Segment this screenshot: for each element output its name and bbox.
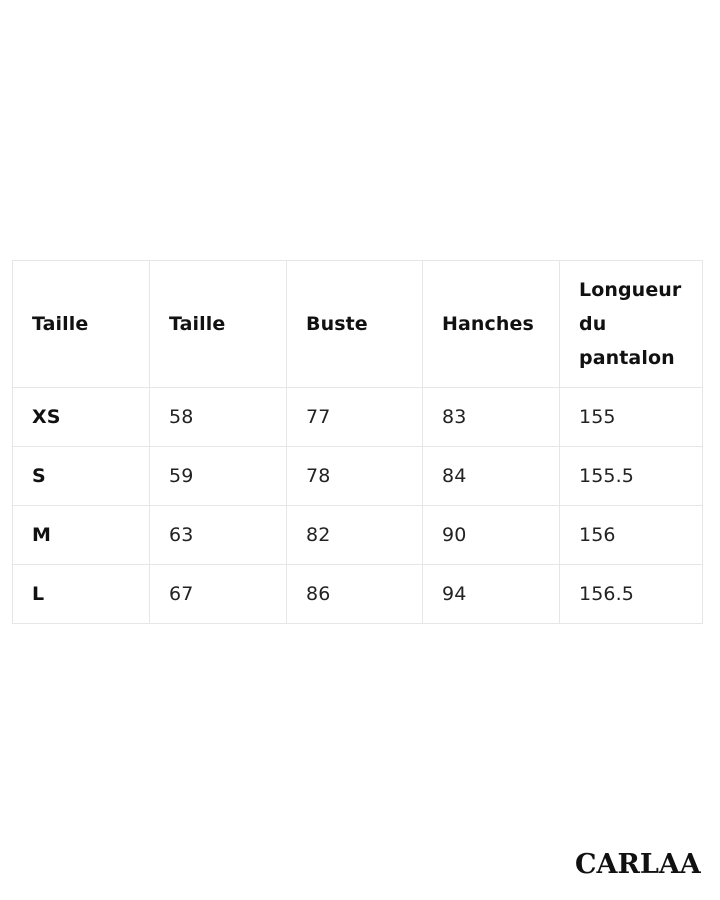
trouser-length-cell: 156 — [560, 506, 703, 565]
waist-cell: 63 — [150, 506, 287, 565]
bust-cell: 82 — [287, 506, 423, 565]
table-row — [13, 506, 703, 565]
table-row — [13, 388, 703, 447]
size-cell: L — [13, 565, 150, 624]
table-row — [13, 447, 703, 506]
trouser-length-cell: 155.5 — [560, 447, 703, 506]
bust-cell: 77 — [287, 388, 423, 447]
header-bust: Buste — [287, 261, 423, 388]
hips-cell: 90 — [423, 506, 560, 565]
table-row — [13, 565, 703, 624]
header-waist: Taille — [150, 261, 287, 388]
header-trouser-length — [560, 261, 703, 388]
waist-cell: 67 — [150, 565, 287, 624]
header-hips: Hanches — [423, 261, 560, 388]
bust-cell: 86 — [287, 565, 423, 624]
trouser-length-cell: 156.5 — [560, 565, 703, 624]
hips-cell: 84 — [423, 447, 560, 506]
size-cell: S — [13, 447, 150, 506]
trouser-length-cell: 155 — [560, 388, 703, 447]
header-size: Taille — [13, 261, 150, 388]
size-chart-header — [13, 261, 703, 388]
waist-cell: 59 — [150, 447, 287, 506]
header-row — [13, 261, 703, 388]
brand-logo: CARLAA — [575, 849, 701, 880]
waist-cell: 58 — [150, 388, 287, 447]
size-chart-table — [12, 260, 703, 624]
size-cell: XS — [13, 388, 150, 447]
size-chart-body — [13, 388, 703, 624]
bust-cell: 78 — [287, 447, 423, 506]
hips-cell: 94 — [423, 565, 560, 624]
size-cell: M — [13, 506, 150, 565]
header-trouser-length-label: Longueur du pantalon — [579, 279, 682, 369]
hips-cell: 83 — [423, 388, 560, 447]
